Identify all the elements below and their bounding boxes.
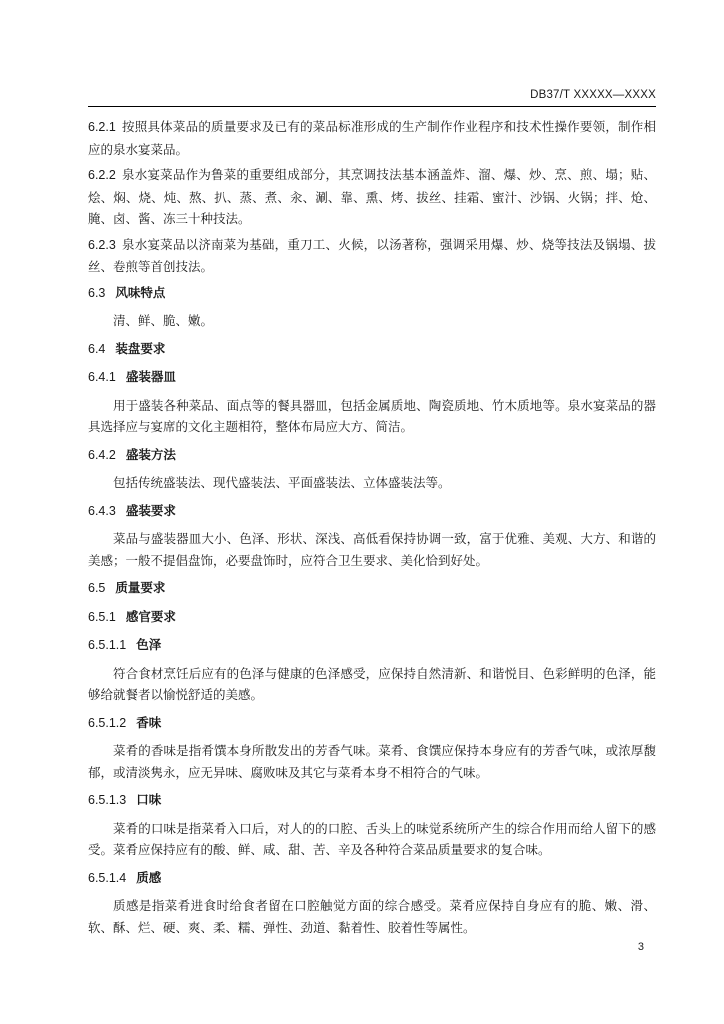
clause-6-2-3 (88, 234, 656, 278)
heading-number: 6.4 (88, 341, 106, 356)
body-paragraph: 用于盛装各种菜品、面点等的餐具器皿，包括金属质地、陶瓷质地、竹木质地等。泉水宴菜品的器具选择应与宴席的文化主题相符，整体布局应大方、简洁。 (88, 397, 656, 434)
heading-number: 6.5.1.3 (88, 793, 127, 807)
header-rule (88, 106, 656, 107)
heading-6-5-1-3 (88, 789, 656, 812)
heading-title: 盛装要求 (125, 502, 176, 518)
heading-number: 6.4.2 (88, 447, 116, 462)
heading-title: 色泽 (136, 637, 162, 652)
heading-6-4-2 (88, 444, 656, 467)
heading-number: 6.5 (88, 581, 106, 595)
body-paragraph: 清、鲜、脆、嫩。 (113, 313, 214, 328)
body-paragraph: 符合食材烹饪后应有的色泽与健康的色泽感受，应保持自然清新、和谐悦目、色彩鲜明的色泽，能够给就餐者以愉悦舒适的美感。 (88, 665, 656, 702)
document-body (88, 116, 656, 944)
heading-title: 质量要求 (115, 580, 166, 595)
body-paragraph: 菜品与盛装器皿大小、色泽、形状、深浅、高低看保持协调一致，富于优雅、美观、大方、和谐的美感；一般不提倡盘饰，必要盘饰时，应符合卫生要求、美化恰到好处。 (88, 531, 656, 568)
heading-title: 盛装器皿 (125, 369, 176, 384)
heading-6-5-1-4 (88, 867, 656, 890)
heading-number: 6.5.1.1 (88, 638, 127, 652)
heading-title: 风味特点 (115, 284, 166, 300)
clause-6-2-2 (88, 164, 656, 230)
heading-title: 质感 (136, 869, 162, 885)
heading-number: 6.4.1 (88, 370, 116, 384)
heading-title: 装盘要求 (115, 340, 166, 356)
heading-number: 6.4.3 (88, 503, 116, 518)
clause-6-2-1 (88, 116, 656, 160)
heading-number: 6.5.1.4 (88, 870, 127, 885)
body-paragraph: 菜肴的香味是指肴馔本身所散发出的芳香气味。菜肴、食馔应保持本身应有的芳香气味，或浓厚馥郁，或清淡隽永，应无异味、腐败味及其它与菜肴本身不相符合的气味。 (88, 743, 656, 780)
heading-number: 6.5.1.2 (88, 715, 127, 730)
clause-text: 按照具体菜品的质量要求及已有的菜品标准形成的生产制作作业程序和技术性操作要领，制作相应的泉水宴菜品。 (88, 119, 656, 157)
heading-6-4-3 (88, 500, 656, 523)
body-paragraph: 质感是指菜肴进食时给食者留在口腔触觉方面的综合感受。菜肴应保持自身应有的脆、嫩、滑、软、酥、烂、硬、爽、柔、糯、弹性、劲道、黏着性、胶着性等属性。 (88, 898, 656, 935)
body-paragraph: 包括传统盛装法、现代盛装法、平面盛装法、立体盛装法等。 (113, 475, 451, 490)
heading-title: 香味 (136, 714, 162, 730)
heading-6-5-1 (88, 606, 656, 629)
heading-title: 口味 (136, 792, 162, 807)
heading-title: 盛装方法 (125, 446, 176, 462)
heading-6-4 (88, 338, 656, 361)
clause-number: 6.2.3 (88, 237, 116, 252)
clause-number: 6.2.1 (88, 120, 116, 134)
heading-6-4-1 (88, 366, 656, 389)
heading-number: 6.5.1 (88, 609, 116, 624)
heading-6-5-1-1 (88, 634, 656, 657)
heading-6-3 (88, 282, 656, 305)
body-paragraph: 菜肴的口味是指菜肴入口后，对人的的口腔、舌头上的味觉系统所产生的综合作用而给人留下的感受。菜肴应保持应有的酸、鲜、咸、甜、苦、辛及各种符合菜品质量要求的复合味。 (88, 820, 656, 857)
heading-6-5-1-2 (88, 712, 656, 735)
page-number: 3 (637, 941, 644, 953)
clause-text: 泉水宴菜品以济南菜为基础，重刀工、火候，以汤著称，强调采用爆、炒、烧等技法及锅塌、拔丝、卷煎等首创技法。 (88, 236, 656, 274)
heading-6-5 (88, 577, 656, 600)
clause-text: 泉水宴菜品作为鲁菜的重要组成部分，其烹调技法基本涵盖炸、溜、爆、炒、烹、煎、塌；贴、烩、焖、烧、炖、熬、扒、蒸、煮、汆、涮、靠、熏、烤、拔丝、挂霜、蜜汁、沙锅、火锅；拌、炝、腌、卤、酱、冻三十种技法。 (88, 167, 656, 226)
heading-title: 感官要求 (125, 608, 176, 624)
standard-code: DB37/T XXXXX—XXXX (530, 89, 656, 101)
heading-number: 6.3 (88, 285, 106, 300)
clause-number: 6.2.2 (88, 168, 116, 182)
